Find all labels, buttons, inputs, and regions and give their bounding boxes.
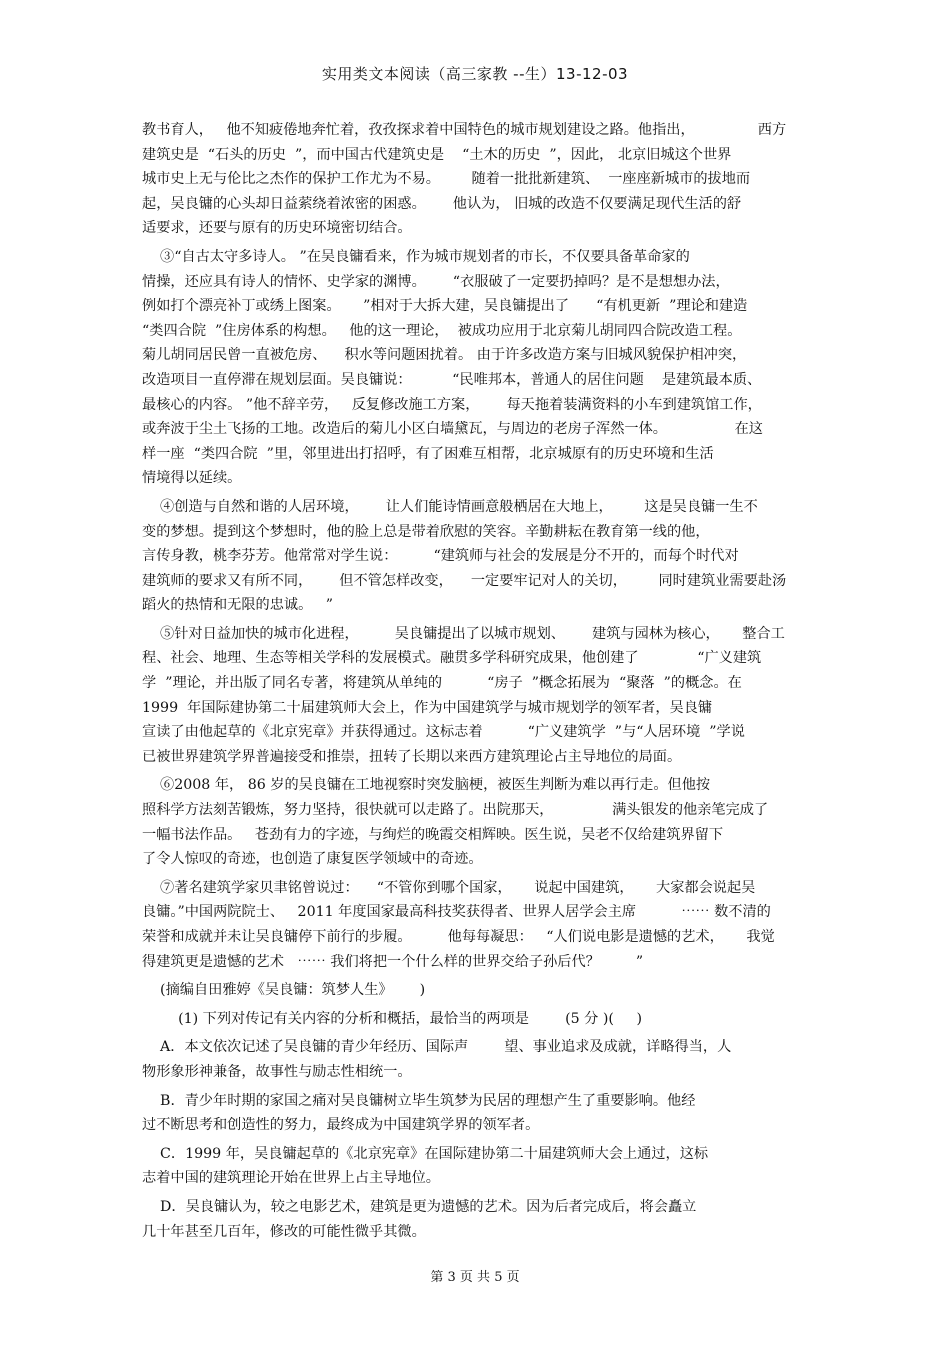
text-line: 过不断思考和创造性的努力，最终成为中国建筑学界的领军者。 bbox=[142, 1117, 540, 1134]
text-line: 适要求，还要与原有的历史环境密切结合。 bbox=[142, 220, 412, 237]
page-header: 实用类文本阅读（高三家教 --生）13-12-03 bbox=[321, 65, 629, 83]
text-line: 菊儿胡同居民曾一直被危房、 积水等问题困扰着。 由于许多改造方案与旧城风貌保护相冲突， bbox=[142, 347, 747, 364]
text-line: 几十年甚至几百年，修改的可能性微乎其微。 bbox=[142, 1223, 426, 1240]
text-line: 志着中国的建筑理论开始在世界上占主导地位。 bbox=[142, 1170, 440, 1187]
text-line: 言传身教，桃李芬芳。他常常对学生说： “建筑师与社会的发展是分不开的，而每个时代对 bbox=[142, 548, 739, 565]
text-line: 物形象形神兼备，故事性与励志性相统一。 bbox=[142, 1063, 412, 1080]
text-line: (1) 下列对传记有关内容的分析和概括，最恰当的两项是 (5 分 )( ) bbox=[142, 1010, 643, 1027]
text-line: ⑤针对日益加快的城市化进程， 吴良镛提出了以城市规划、 建筑与园林为核心， 整合工 bbox=[142, 625, 785, 642]
text-line: 蹈火的热情和无限的忠诚。 ” bbox=[142, 597, 334, 614]
text-line: 已被世界建筑学界普遍接受和推崇，扭转了长期以来西方建筑理论占主导地位的局面。 bbox=[142, 748, 682, 765]
article-body bbox=[142, 118, 807, 1244]
text-line: 教书育人， 他不知疲倦地奔忙着，孜孜探求着中国特色的城市规划建设之路。他指出， 西方 bbox=[142, 122, 787, 138]
text-line: 起，吴良镛的心头却日益萦绕着浓密的困惑。 他认为， 旧城的改造不仅要满足现代生活的舒 bbox=[142, 195, 742, 212]
text-line: ⑥2008 年， 86 岁的吴良镛在工地视察时突发脑梗，被医生判断为难以再行走。但他按 bbox=[142, 777, 711, 794]
text-line: B．青少年时期的家国之痛对吴良镛树立毕生筑梦为民居的理想产生了重要影响。他经 bbox=[142, 1092, 696, 1109]
text-line: 建筑师的要求又有所不同， 但不管怎样改变， 一定要牢记对人的关切， 同时建筑业需要赴汤 bbox=[142, 572, 787, 589]
text-line: 荣誉和成就并未让吴良镛停下前行的步履。 他每每凝思： “人们说电影是遗憾的艺术， 我觉 bbox=[142, 929, 775, 945]
text-line: 样一座 “类四合院 ”里，邻里进出打招呼，有了困难互相帮，北京城原有的历史环境和生活 bbox=[142, 445, 714, 462]
text-line: ④创造与自然和谐的人居环境， 让人们能诗情画意般栖居在大地上， 这是吴良镛一生不 bbox=[142, 498, 758, 515]
text-line: 改造项目一直停滞在规划层面。吴良镛说： “民唯邦本，普通人的居住问题 是建筑最本质、 bbox=[142, 371, 762, 388]
text-line: 或奔波于尘土飞扬的工地。改造后的菊儿小区白墙黛瓦，与周边的老房子浑然一体。 在这 bbox=[142, 421, 763, 438]
text-line: ③“自古太守多诗人。 ”在吴良镛看来，作为城市规划者的市长，不仅要具备革命家的 bbox=[142, 248, 690, 265]
text-line: D．吴良镛认为，较之电影艺术，建筑是更为遗憾的艺术。因为后者完成后，将会矗立 bbox=[142, 1198, 697, 1215]
text-line: 照科学方法刻苦锻炼，努力坚持，很快就可以走路了。出院那天， 满头银发的他亲笔完成了 bbox=[142, 802, 769, 819]
text-line: 1999 年国际建协第二十届建筑师大会上，作为中国建筑学与城市规划学的领军者，吴良镛 bbox=[142, 699, 713, 716]
text-line: 了令人惊叹的奇迹，也创造了康复医学领域中的奇迹。 bbox=[142, 851, 483, 868]
page-footer: 第 3 页 共 5 页 bbox=[430, 1270, 520, 1285]
text-line: 学 ”理论，并出版了同名专著，将建筑从单纯的 “房子 ”概念拓展为 “聚落 ”的概念。在 bbox=[142, 675, 742, 692]
text-line: 程、社会、地理、生态等相关学科的发展模式。融贯多学科研究成果，他创建了 “广义建筑 bbox=[142, 650, 762, 667]
text-line: ⑦著名建筑学家贝聿铭曾说过： “不管你到哪个国家， 说起中国建筑， 大家都会说起吴 bbox=[142, 879, 756, 896]
text-line: 情操，还应具有诗人的情怀、史学家的渊博。 “衣服破了一定要扔掉吗？是不是想想办法， bbox=[142, 273, 730, 290]
text-line: “类四合院 ”住房体系的构想。 他的这一理论， 被成功应用于北京菊儿胡同四合院改造工程。 bbox=[142, 322, 742, 339]
text-line: 一幅书法作品。 苍劲有力的字迹，与绚烂的晚霞交相辉映。医生说，吴老不仅给建筑界留下 bbox=[142, 826, 724, 843]
text-line: 变的梦想。提到这个梦想时，他的脸上总是带着欣慰的笑容。辛勤耕耘在教育第一线的他， bbox=[142, 523, 710, 540]
text-line: 宣读了由他起草的《北京宪章》并获得通过。这标志着 “广义建筑学 ”与“人居环境 ”学说 bbox=[142, 724, 745, 741]
text-line: 建筑史是 “石头的历史 ”，而中国古代建筑史是 “土木的历史 ”，因此， 北京旧城这个世界 bbox=[142, 146, 732, 163]
text-line: 例如打个漂亮补丁或绣上图案。 ”相对于大拆大建，吴良镛提出了 “有机更新 ”理论和建造 bbox=[142, 298, 748, 315]
text-line: 情境得以延续。 bbox=[142, 470, 242, 487]
text-line: 得建筑更是遗憾的艺术 ⋯⋯ 我们将把一个什么样的世界交给子孙后代？ ” bbox=[142, 953, 644, 970]
text-line: (摘编自田雅婷《吴良镛：筑梦人生》 ) bbox=[142, 982, 426, 999]
text-line: 良镛。”中国两院院士、 2011 年度国家最高科技奖获得者、世界人居学会主席 ⋯⋯ 数不清的 bbox=[142, 904, 771, 921]
text-line: 城市史上无与伦比之杰作的保护工作尤为不易。 随着一批批新建筑、 一座座新城市的拔地而 bbox=[142, 171, 751, 188]
text-line: A．本文依次记述了吴良镛的青少年经历、国际声 望、事业追求及成就，详略得当，人 bbox=[142, 1039, 732, 1056]
text-line: C．1999 年，吴良镛起草的《北京宪章》在国际建协第二十届建筑师大会上通过，这标 bbox=[142, 1145, 709, 1162]
text-line: 最核心的内容。 ”他不辞辛劳， 反复修改施工方案， 每天拖着装满资料的小车到建筑馆工作， bbox=[142, 396, 762, 413]
